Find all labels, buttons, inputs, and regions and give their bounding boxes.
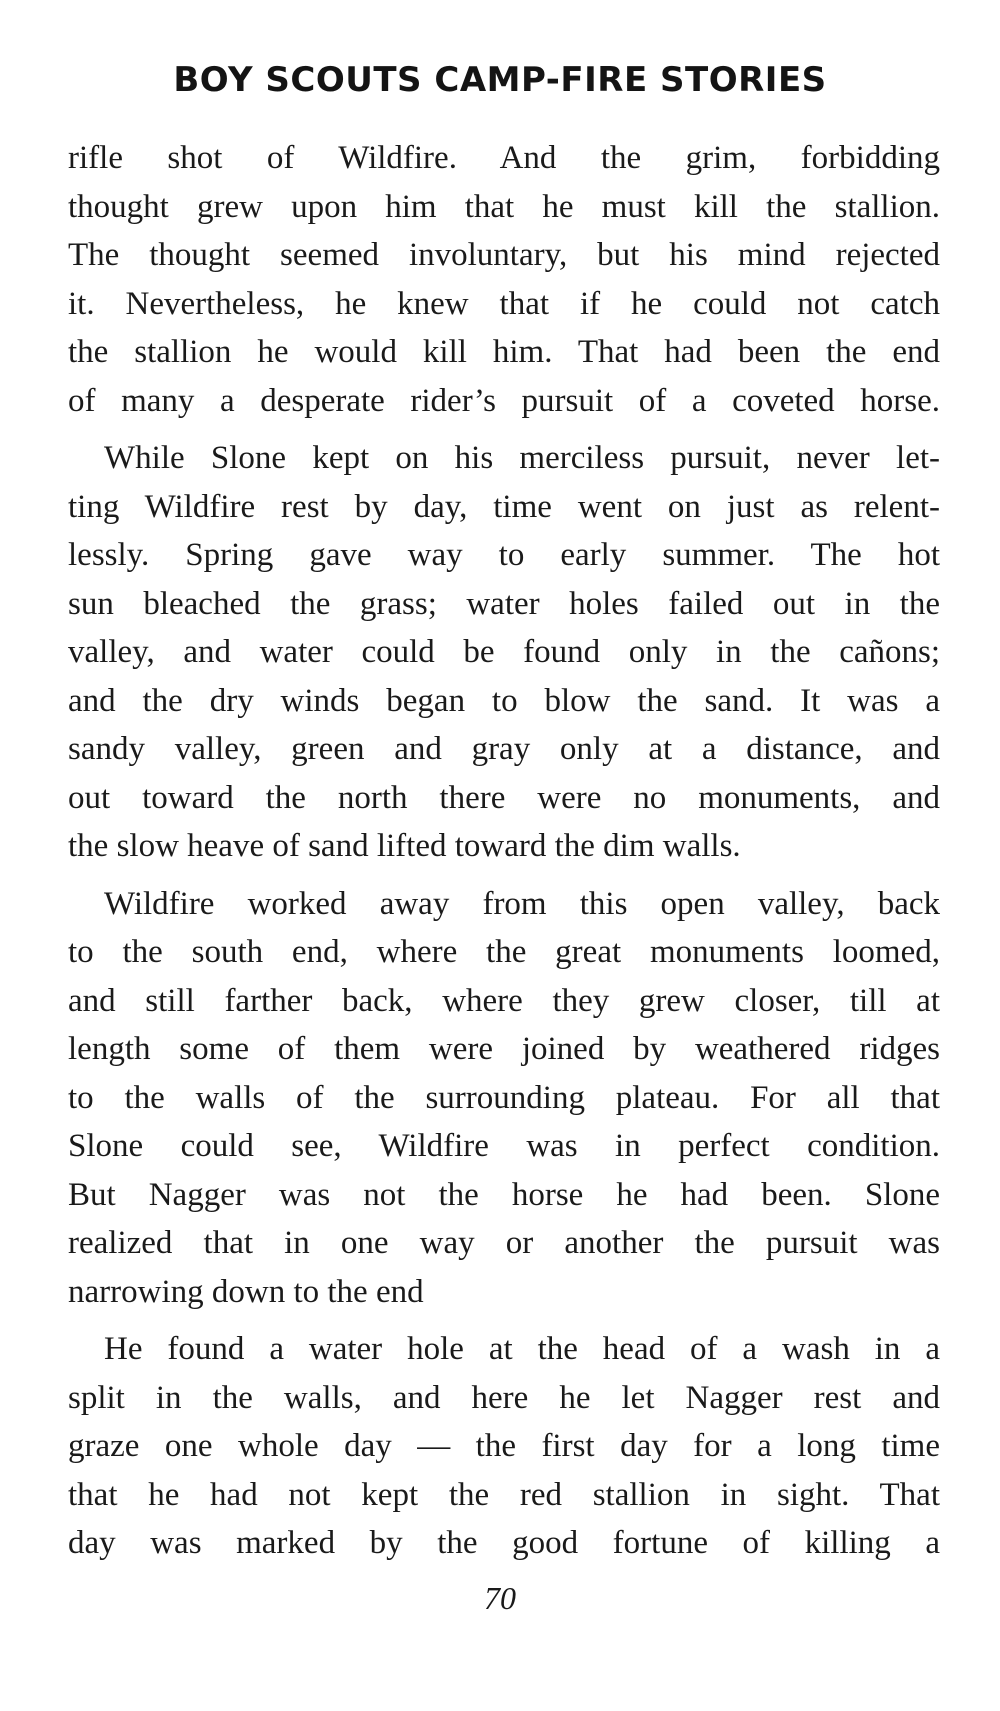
text-line: length some of them were joined by weathered ridges [68, 1031, 940, 1067]
paragraph-3 [68, 880, 940, 1317]
text-line: sandy valley, green and gray only at a distance, and [68, 731, 940, 767]
text-line: and the dry winds began to blow the sand. It was a [68, 682, 940, 719]
text-line: rifle shot of Wildfire. And the grim, forbidding [68, 140, 940, 176]
text-line: lessly. Spring gave way to early summer. The hot [68, 537, 940, 573]
text-line: split in the walls, and here he let Nagger rest and [68, 1379, 940, 1416]
body-text [68, 134, 940, 1568]
running-head: BOY SCOUTS CAMP-FIRE STORIES [173, 60, 827, 100]
text-line: out toward the north there were no monuments, and [68, 779, 940, 816]
text-line: But Nagger was not the horse he had been. Slone [68, 1176, 940, 1213]
text-line: graze one whole day — the first day for a long time [68, 1428, 940, 1464]
text-line: and still farther back, where they grew closer, till at [68, 982, 940, 1019]
text-line: Slone could see, Wildfire was in perfect condition. [68, 1128, 940, 1164]
text-line: day was marked by the good fortune of killing a [68, 1525, 940, 1561]
text-line: The thought seemed involuntary, but his mind rejected [68, 237, 940, 273]
text-line: He found a water hole at the head of a wash in a [104, 1331, 940, 1367]
text-line: Wildfire worked away from this open valley, back [104, 885, 940, 922]
text-line: to the south end, where the great monuments loomed, [68, 934, 940, 970]
paragraph-1 [68, 134, 940, 425]
text-line: of many a desperate rider’s pursuit of a coveted horse. [68, 382, 940, 419]
text-line: realized that in one way or another the pursuit was [68, 1225, 940, 1261]
text-line: valley, and water could be found only in the cañons; [68, 634, 940, 670]
page-number: 70 [484, 1580, 516, 1616]
text-line: ting Wildfire rest by day, time went on just as relent- [68, 488, 940, 525]
paragraph-4 [68, 1325, 940, 1568]
text-line: that he had not kept the red stallion in sight. That [68, 1476, 940, 1513]
text-line: it. Nevertheless, he knew that if he could not catch [68, 285, 940, 322]
text-line: to the walls of the surrounding plateau. For all that [68, 1079, 940, 1116]
text-line: the slow heave of sand lifted toward the dim walls. [68, 828, 741, 864]
text-line: sun bleached the grass; water holes failed out in the [68, 585, 940, 622]
text-line: narrowing down to the end [68, 1273, 424, 1310]
text-line: thought grew upon him that he must kill the stallion. [68, 188, 940, 225]
text-line: the stallion he would kill him. That had been the end [68, 334, 940, 370]
paragraph-2 [68, 434, 940, 871]
text-line: While Slone kept on his merciless pursuit, never let- [104, 440, 940, 476]
